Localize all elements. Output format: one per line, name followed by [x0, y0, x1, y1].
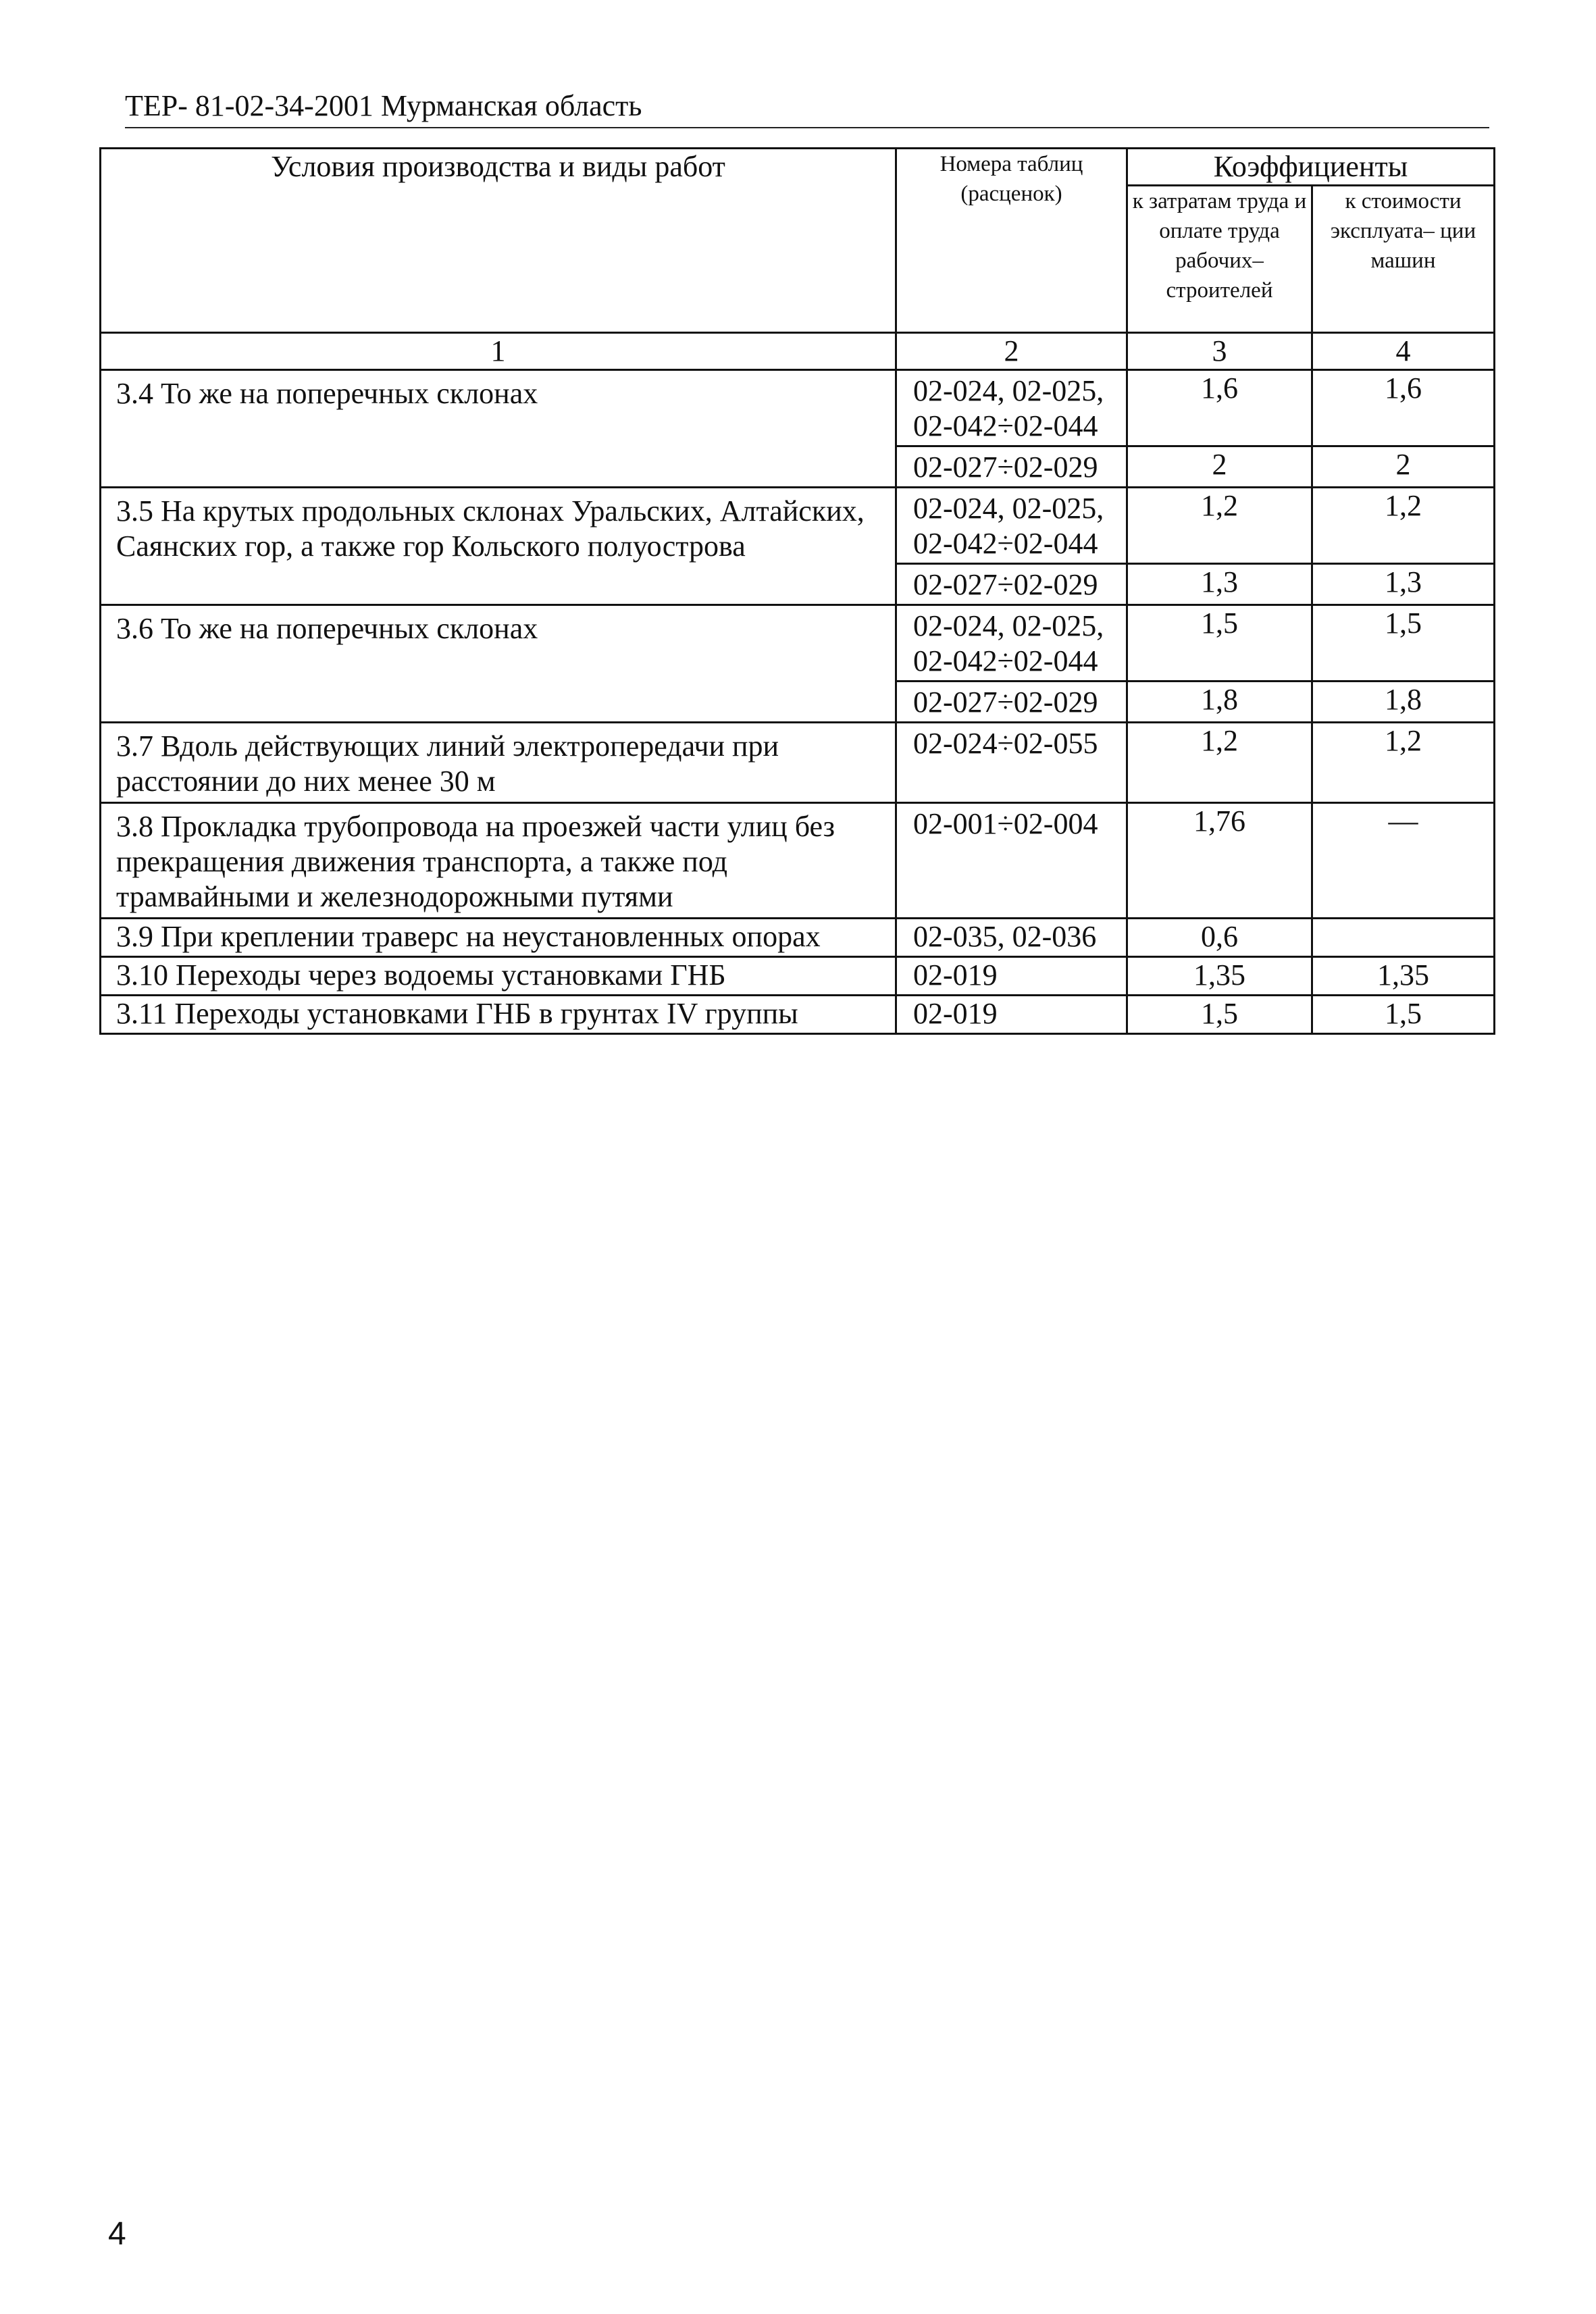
- header-conditions: Условия производства и виды работ: [101, 149, 896, 333]
- column-number: 2: [896, 333, 1127, 370]
- table-numbers-cell: 02-027÷02-029: [896, 564, 1127, 605]
- condition-cell: 3.6 То же на поперечных склонах: [101, 605, 896, 723]
- table-numbers-cell: 02-024, 02-025, 02-042÷02-044: [896, 605, 1127, 682]
- header-coefficients: Коэффициенты: [1127, 149, 1495, 186]
- labor-coefficient-cell: 1,35: [1127, 957, 1312, 996]
- machine-coefficient-cell: 1,8: [1312, 682, 1495, 723]
- table-row: [101, 957, 1495, 996]
- machine-coefficient-cell: 1,6: [1312, 370, 1495, 446]
- condition-cell: 3.8 Прокладка трубопровода на проезжей части улиц без прекращения движения транспорта, а также под трамвайными и железнодорожными путями: [101, 803, 896, 919]
- machine-coefficient-cell: 1,35: [1312, 957, 1495, 996]
- table-numbers-cell: 02-027÷02-029: [896, 446, 1127, 488]
- table-row: [101, 370, 1495, 446]
- condition-cell: 3.9 При креплении траверс на неустановленных опорах: [101, 919, 896, 957]
- document-header: ТЕР- 81-02-34-2001 Мурманская область: [125, 86, 1489, 128]
- table-row: [101, 996, 1495, 1034]
- column-number: 4: [1312, 333, 1495, 370]
- table-numbers-cell: 02-035, 02-036: [896, 919, 1127, 957]
- machine-coefficient-cell: 2: [1312, 446, 1495, 488]
- column-number: 3: [1127, 333, 1312, 370]
- labor-coefficient-cell: 0,6: [1127, 919, 1312, 957]
- table-numbers-cell: 02-024, 02-025, 02-042÷02-044: [896, 370, 1127, 446]
- table-numbers-cell: 02-019: [896, 996, 1127, 1034]
- labor-coefficient-cell: 1,5: [1127, 605, 1312, 682]
- labor-coefficient-cell: 2: [1127, 446, 1312, 488]
- table-numbers-cell: 02-019: [896, 957, 1127, 996]
- table-row: [101, 488, 1495, 564]
- table-row: [101, 919, 1495, 957]
- machine-coefficient-cell: [1312, 919, 1495, 957]
- machine-coefficient-cell: 1,2: [1312, 723, 1495, 803]
- table-numbers-cell: 02-024÷02-055: [896, 723, 1127, 803]
- machine-coefficient-cell: 1,2: [1312, 488, 1495, 564]
- column-number: 1: [101, 333, 896, 370]
- table-numbers-cell: 02-027÷02-029: [896, 682, 1127, 723]
- machine-coefficient-cell: 1,3: [1312, 564, 1495, 605]
- header-labor-coefficient: к затратам труда и оплате труда рабочих– строителей: [1127, 186, 1312, 333]
- machine-coefficient-cell: —: [1312, 803, 1495, 919]
- condition-cell: 3.5 На крутых продольных склонах Уральских, Алтайских, Саянских гор, а также гор Кольского полуострова: [101, 488, 896, 605]
- header-table-numbers: Номера таблиц (расценок): [896, 149, 1127, 333]
- labor-coefficient-cell: 1,2: [1127, 723, 1312, 803]
- labor-coefficient-cell: 1,6: [1127, 370, 1312, 446]
- coefficients-table: [99, 147, 1495, 1035]
- condition-cell: 3.4 То же на поперечных склонах: [101, 370, 896, 488]
- table-row: [101, 723, 1495, 803]
- labor-coefficient-cell: 1,3: [1127, 564, 1312, 605]
- labor-coefficient-cell: 1,8: [1127, 682, 1312, 723]
- labor-coefficient-cell: 1,76: [1127, 803, 1312, 919]
- condition-cell: 3.7 Вдоль действующих линий электропередачи при расстоянии до них менее 30 м: [101, 723, 896, 803]
- table-row: [101, 605, 1495, 682]
- machine-coefficient-cell: 1,5: [1312, 605, 1495, 682]
- machine-coefficient-cell: 1,5: [1312, 996, 1495, 1034]
- page-number: 4: [108, 2216, 126, 2252]
- table-row: [101, 803, 1495, 919]
- condition-cell: 3.10 Переходы через водоемы установками ГНБ: [101, 957, 896, 996]
- condition-cell: 3.11 Переходы установками ГНБ в грунтах IV группы: [101, 996, 896, 1034]
- header-machine-coefficient: к стоимости эксплуата– ции машин: [1312, 186, 1495, 333]
- table-numbers-cell: 02-001÷02-004: [896, 803, 1127, 919]
- labor-coefficient-cell: 1,2: [1127, 488, 1312, 564]
- labor-coefficient-cell: 1,5: [1127, 996, 1312, 1034]
- table-numbers-cell: 02-024, 02-025, 02-042÷02-044: [896, 488, 1127, 564]
